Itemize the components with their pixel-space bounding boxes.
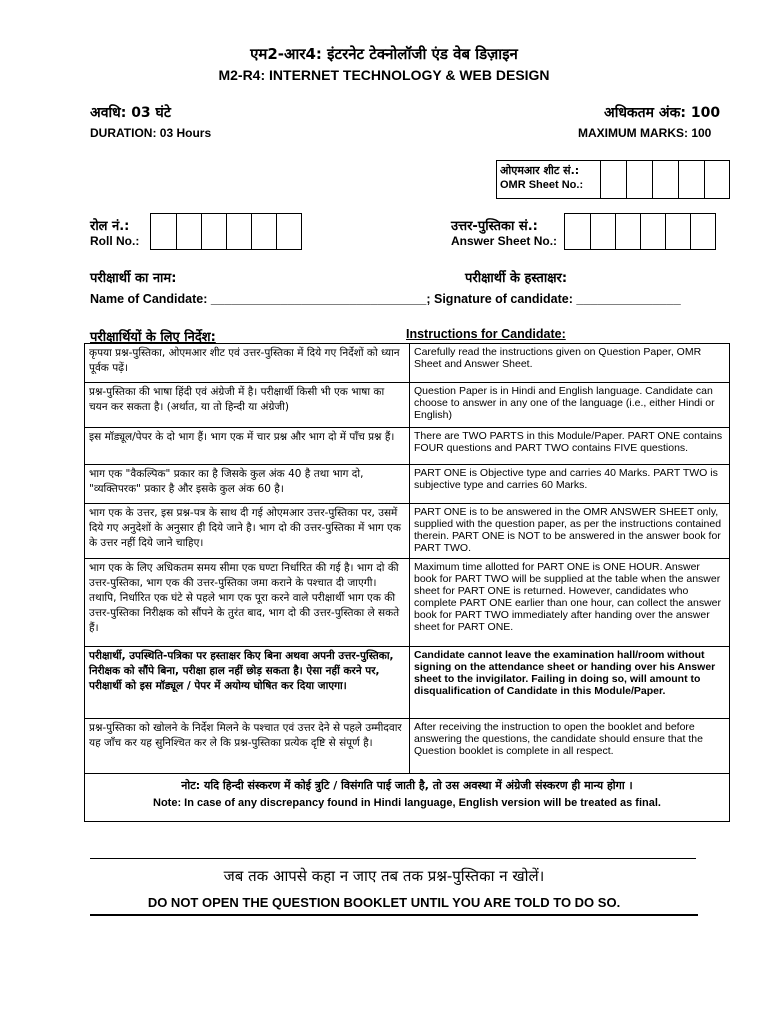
omr-label-hindi: ओएमआर शीट सं.: [500,164,580,177]
instruction-row [85,465,730,504]
roll-digit-box[interactable] [201,214,226,249]
instruction-row [85,383,730,428]
roll-number-boxes [150,213,302,250]
duration-hindi: अवधि: 03 घंटे [90,105,171,121]
instruction-row [85,428,730,465]
omr-digit-box[interactable] [601,161,627,198]
instruction-row [85,504,730,559]
answer-sheet-digit-box[interactable] [565,214,590,249]
omr-digit-box[interactable] [627,161,653,198]
instruction-english: After receiving the instruction to open the booklet and before answering the questions, the candidate should ensure that the Question booklet is complete in all respect. [410,719,730,774]
roll-digit-box[interactable] [176,214,201,249]
roll-label-hindi: रोल नं.: [90,219,130,234]
max-marks-hindi: अधिकतम अंक: 100 [604,105,721,121]
note-row [85,774,730,822]
instruction-english: There are TWO PARTS in this Module/Paper. PART ONE contains FOUR questions and PART TWO contains FIVE questions. [410,428,730,465]
instruction-row [85,719,730,774]
instruction-english: Question Paper is in Hindi and English language. Candidate can choose to answer in any one of the language (i.e., either Hindi or English) [410,383,730,428]
answer-sheet-digit-box[interactable] [690,214,715,249]
candidate-name-hindi: परीक्षार्थी का नाम: [90,271,177,286]
instruction-english: PART ONE is to be answered in the OMR ANSWER SHEET only, supplied with the question paper, as per the instructions contained therein. PART ONE is NOT to be answered in the answer book for PART TWO. [410,504,730,559]
instruction-row [85,344,730,383]
instruction-english: PART ONE is Objective type and carries 40 Marks. PART TWO is subjective type and carries 60 Marks. [410,465,730,504]
omr-sheet-box [496,160,730,199]
instruction-row [85,647,730,719]
answer-sheet-label-english: Answer Sheet No.: [451,234,558,248]
roll-digit-box[interactable] [276,214,301,249]
max-marks-english: MAXIMUM MARKS: 100 [578,126,712,140]
instructions-heading-english: Instructions for Candidate: [406,327,566,341]
roll-label-english: Roll No.: [90,234,140,248]
duration-english: DURATION: 03 Hours [90,126,212,140]
instruction-hindi: कृपया प्रश्न-पुस्तिका, ओएमआर शीट एवं उत्तर-पुस्तिका में दिये गए निर्देशों को ध्यान पूर्वक पढ़ें। [85,344,410,383]
title-hindi: एम2-आर4: इंटरनेट टेक्नोलॉजी एंड वेब डिज़ाइन [250,45,518,63]
instructions-heading-hindi: परीक्षार्थियों के लिए निर्देश: [90,330,216,345]
instruction-hindi: प्रश्न-पुस्तिका की भाषा हिंदी एवं अंग्रेजी में है। परीक्षार्थी किसी भी एक भाषा का चयन कर सकता है। (अर्थात, या तो हिन्दी या अंग्रेजी) [85,383,410,428]
omr-digit-box[interactable] [679,161,705,198]
candidate-signature-hindi: परीक्षार्थी के हस्ताक्षर: [465,271,568,286]
instruction-hindi: परीक्षार्थी, उपस्थिति-पत्रिका पर हस्ताक्षर किए बिना अथवा अपनी उत्तर-पुस्तिका, निरीक्षक को सौंपे बिना, परीक्षा हाल नहीं छोड़ सकता है। ऐसा नहीं करने पर, परीक्षार्थी को इस मॉड्यूल / पेपर में अयोग्य घोषित कर दिया जाएगा। [85,647,410,719]
omr-digit-box[interactable] [705,161,729,198]
warning-english: DO NOT OPEN THE QUESTION BOOKLET UNTIL YOU ARE TOLD TO DO SO. [147,895,621,910]
warning-hindi: जब तक आपसे कहा न जाए तब तक प्रश्न-पुस्तिका न खोलें। [223,867,545,885]
instruction-hindi: भाग एक "वैकल्पिक" प्रकार का है जिसके कुल अंक 40 है तथा भाग दो, "व्यक्तिपरक" प्रकार है और इसके कुल अंक 60 है। [85,465,410,504]
instruction-hindi: भाग एक के लिए अधिकतम समय सीमा एक घण्टा निर्धारित की गई है। भाग दो की उत्तर-पुस्तिका, भाग एक की उत्तर-पुस्तिका जमा कराने के पश्चात दी जाएगी। तथापि, निर्धारित एक घंटे से पहले भाग एक पूरा करने वाले परीक्षार्थी भाग एक की उत्तर-पुस्तिका निरीक्षक को सौंपने के तुरंत बाद, भाग दो की उत्तर-पुस्तिका ले सकते हैं। [85,559,410,647]
answer-sheet-digit-box[interactable] [665,214,690,249]
candidate-name-signature-line[interactable]: Name of Candidate: _______________________________; Signature of candidate: _______________ [90,292,681,306]
separator-line [90,858,696,859]
instruction-row [85,559,730,647]
note-hindi: नोट: यदि हिन्दी संस्करण में कोई त्रुटि / विसंगति पाई जाती है, तो उस अवस्था में अंग्रेजी संस्करण ही मान्य होगा । [181,779,633,792]
answer-sheet-label-hindi: उत्तर-पुस्तिका सं.: [451,219,538,234]
note-english: Note: In case of any discrepancy found in Hindi language, English version will be treated as final. [153,797,661,809]
title-english: M2-R4: INTERNET TECHNOLOGY & WEB DESIGN [218,67,550,83]
answer-sheet-digit-box[interactable] [590,214,615,249]
answer-sheet-digit-box[interactable] [640,214,665,249]
instruction-hindi: प्रश्न-पुस्तिका को खोलने के निर्देश मिलने के पश्चात एवं उत्तर देने से पहले उम्मीदवार यह जाँच कर यह सुनिश्चित कर ले कि प्रश्न-पुस्तिका प्रत्येक दृष्टि से संपूर्ण है। [85,719,410,774]
roll-digit-box[interactable] [151,214,176,249]
answer-sheet-digit-box[interactable] [615,214,640,249]
instruction-english: Candidate cannot leave the examination hall/room without signing on the attendance sheet or handing over his Answer sheet to the invigilator. Failing in doing so, will amount to disqualification of Candidate in this Module/Paper. [410,647,730,719]
instruction-english: Carefully read the instructions given on Question Paper, OMR Sheet and Answer Sheet. [410,344,730,383]
omr-label-english: OMR Sheet No.: [500,179,584,191]
omr-digit-box[interactable] [653,161,679,198]
instruction-hindi: भाग एक के उत्तर, इस प्रश्न-पत्र के साथ दी गई ओएमआर उत्तर-पुस्तिका पर, उसमें दिये गए अनुदेशों के अनुसार ही दिये जाने है। भाग दो की उत्तर-पुस्तिका में भाग एक के उत्तर नहीं दिये जाने चाहिए। [85,504,410,559]
instruction-hindi: इस मॉड्यूल/पेपर के दो भाग हैं। भाग एक में चार प्रश्न और भाग दो में पाँच प्रश्न हैं। [85,428,410,465]
roll-digit-box[interactable] [226,214,251,249]
answer-sheet-boxes [564,213,716,250]
roll-digit-box[interactable] [251,214,276,249]
instructions-table [84,343,730,822]
instruction-english: Maximum time allotted for PART ONE is ONE HOUR. Answer book for PART TWO will be supplied at the table when the answer sheet for PART ONE is returned. However, candidates who complete PART ONE earlier than one hour, can collect the answer book for PART TWO immediately after handing over the answer sheet for PART ONE. [410,559,730,647]
bottom-rule [90,914,698,916]
note-cell [85,774,730,822]
